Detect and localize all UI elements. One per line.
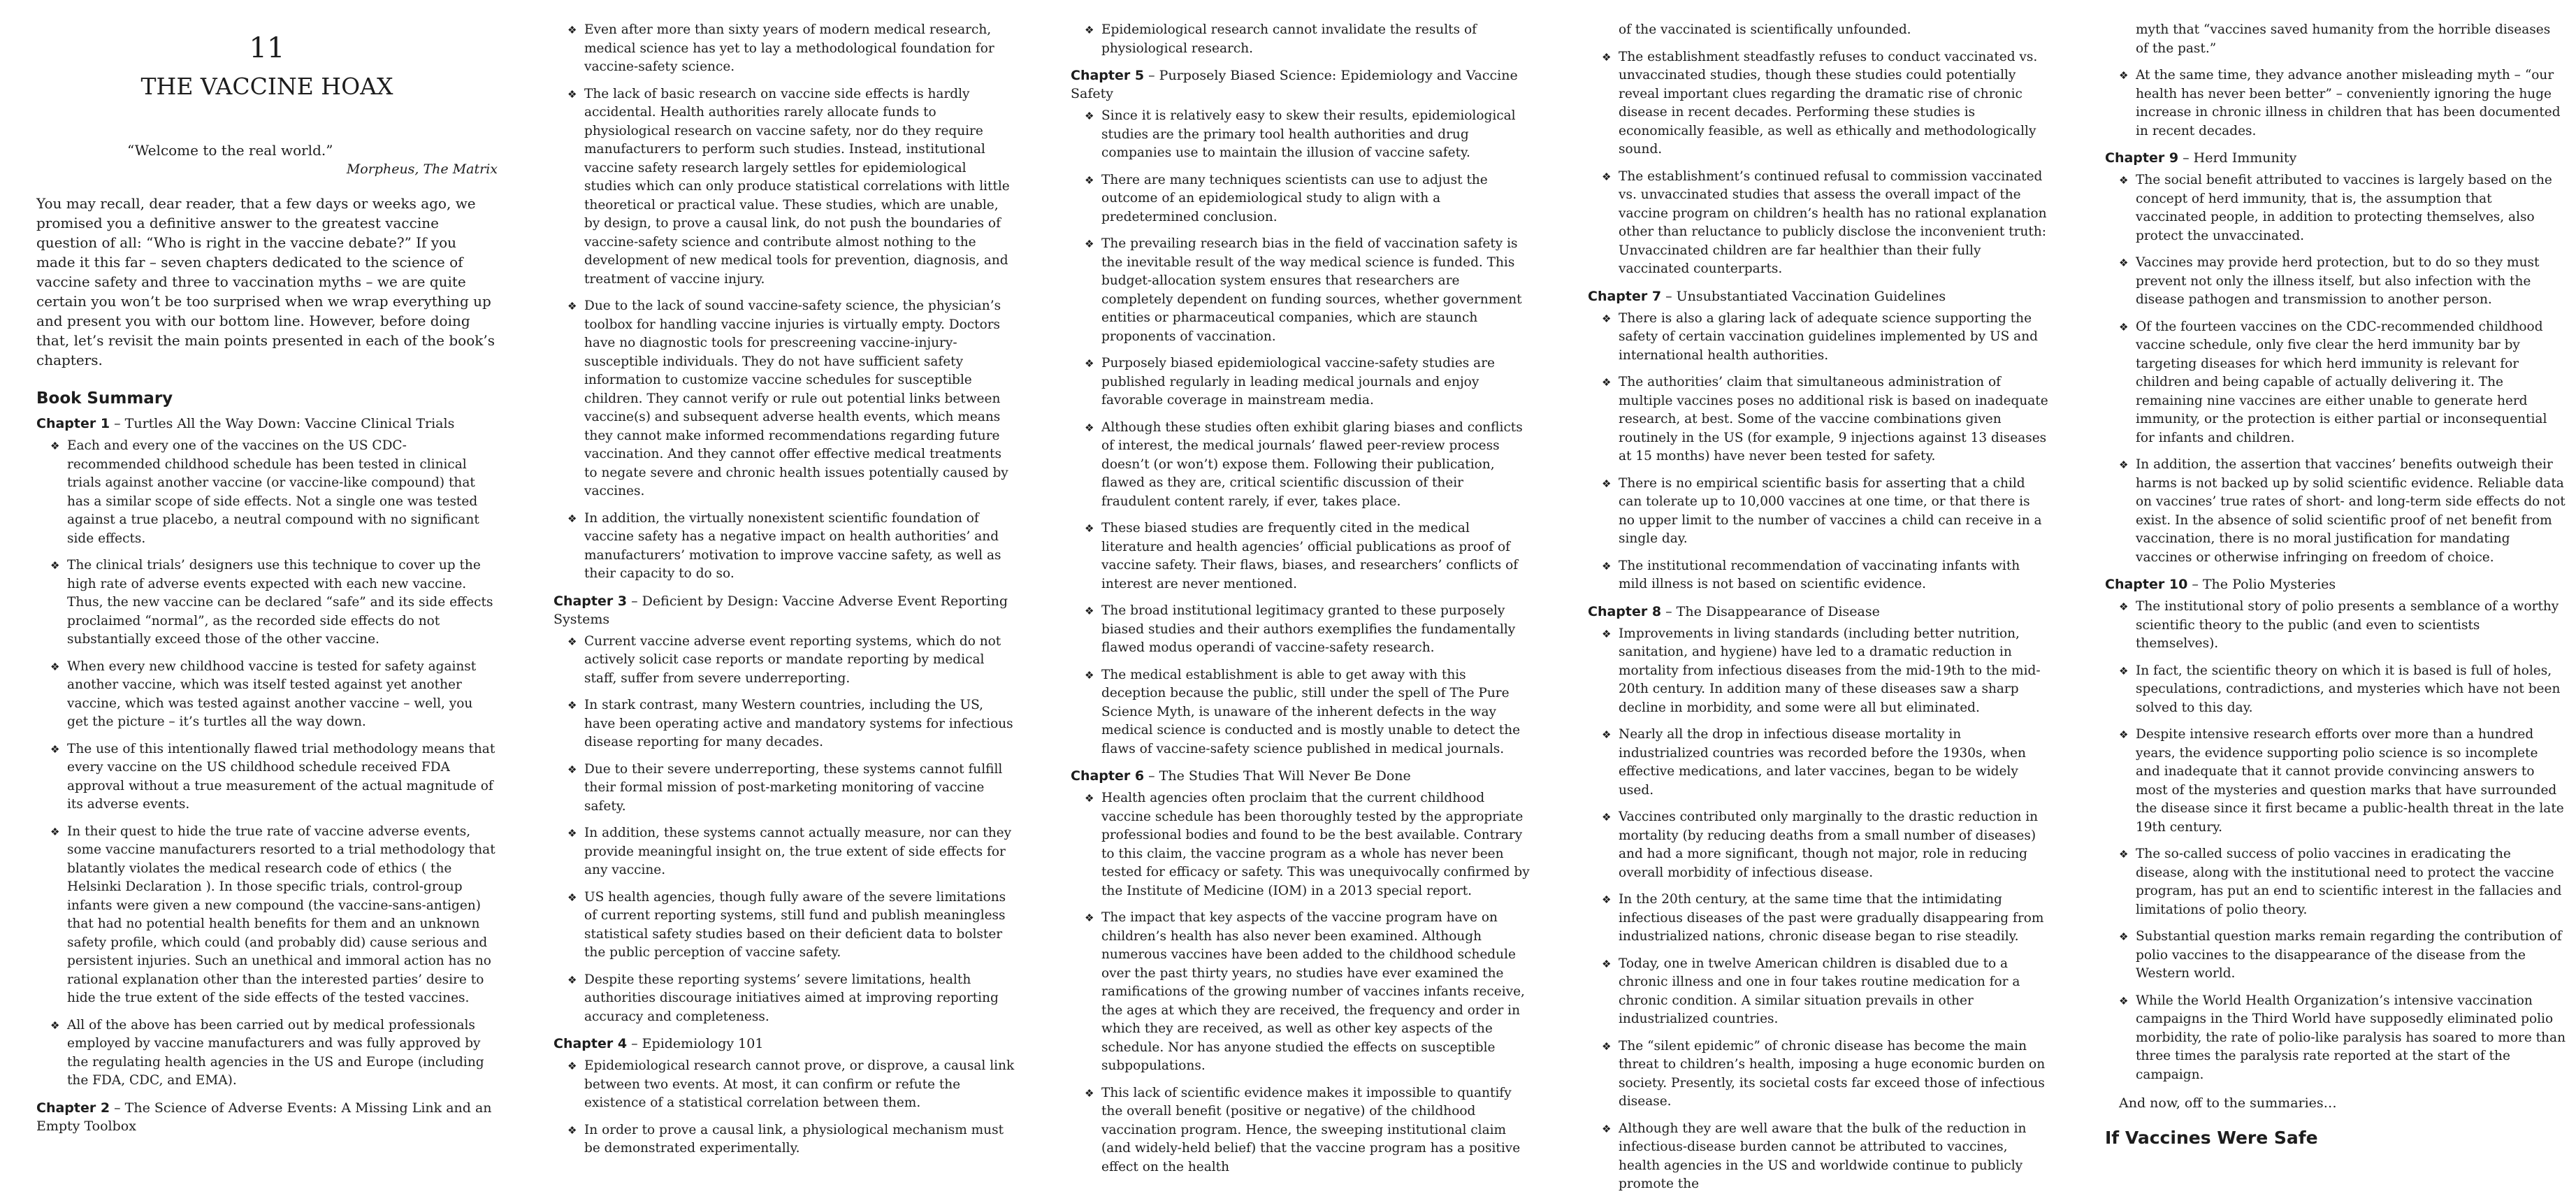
list-item: ❖ Today, one in twelve American children is disabled due to a chronic illness and one in four takes routine medication for a chronic condition. A similar situation prevails in other industrialized countries. (1602, 955, 2049, 1029)
list-item: ❖ The institutional recommendation of vaccinating infants with mild illness is not based on scientific evidence. (1602, 557, 2049, 594)
list-item: ❖ The social benefit attributed to vaccines is largely based on the concept of herd immunity, that is, the assumption that vaccinated people, in addition to protecting themselves, also protect the unvaccinated. (2119, 171, 2566, 245)
list-item: ❖ This lack of scientific evidence makes it impossible to quantify the overall benefit (positive or negative) of the childhood vaccination program. Hence, the sweeping institutional claim (and widely-held belief) that the vaccine program has a positive effect on the health (1085, 1084, 1532, 1177)
list-item: ❖ At the same time, they advance another misleading myth – “our health has never been better” – conveniently ignoring the huge increase in chronic illness in children that has been documented in recent decades. (2119, 66, 2566, 141)
list-item: ❖ The prevailing research bias in the field of vaccination safety is the inevitable result of the way medical science is funded. This budget-allocation system ensures that researchers are completely dependent on funding sources, whether government entities or pharmaceutical companies, which are staunch proponents of vaccination. (1085, 235, 1532, 346)
chapter-number: 11 (249, 32, 285, 64)
chapter-10-heading (2105, 575, 2566, 594)
chapter-heading-title: – The Science of Adverse Events: A Missing Link and an Empty Toolbox (36, 1100, 492, 1134)
list-item: ❖ Substantial question marks remain regarding the contribution of polio vaccines to the disappearance of the disease from the Western world. (2119, 928, 2566, 984)
chapter-7-heading (1588, 287, 2049, 305)
chapter-1-heading (36, 415, 498, 433)
column-3 (1071, 21, 1532, 1174)
chapter-label: Chapter 2 (36, 1100, 110, 1116)
list-item: ❖ In order to prove a causal link, a physiological mechanism must be demonstrated experimentally. (567, 1121, 1015, 1158)
chapter-label: Chapter 3 (553, 593, 628, 609)
chapter-label: Chapter 7 (1588, 288, 1662, 304)
list-item: ❖ In their quest to hide the true rate of vaccine adverse events, some vaccine manufacturers resorted to a trial methodology that blatantly violates the medical research code of ethics ( the Helsinki Declaration ). In those specific trials, control-group infants were given a new compound (the vaccine-sans-antigen) that had no potential health benefits for them and an unknown safety profile, which could (and probably did) cause serious and persistent injuries. Such an unethical and immoral action has no rational explanation other than the interested parties’ desire to hide the true extent of the side effects of the tested vaccines. (50, 823, 498, 1008)
list-item: ❖ Even after more than sixty years of modern medical research, medical science has yet to lay a methodological foundation for vaccine-safety science. (567, 21, 1015, 77)
list-item: ❖ In addition, the virtually nonexistent scientific foundation of vaccine safety has a negative impact on health authorities’ and manufacturers’ motivation to improve vaccine safety, as well as their capacity to do so. (567, 510, 1015, 584)
list-item: ❖ All of the above has been carried out by medical professionals employed by vaccine manufacturers and was fully approved by the regulating health agencies in the US and Europe (including the FDA, CDC, and EMA). (50, 1016, 498, 1091)
epigraph-quote: “Welcome to the real world.” (127, 142, 333, 159)
chapter-label: Chapter 5 (1071, 68, 1145, 83)
list-item: ❖ Purposely biased epidemiological vaccine-safety studies are published regularly in leading medical journals and enjoy favorable coverage in mainstream media. (1085, 354, 1532, 410)
chapter-heading-title: – Turtles All the Way Down: Vaccine Clinical Trials (114, 416, 455, 431)
list-item: ❖ The authorities’ claim that simultaneous administration of multiple vaccines poses no additional risk is based on inadequate research, at best. Some of the vaccine combinations given routinely in the US (for example, 9 injections against 13 diseases at 15 months) have never been tested for safety. (1602, 373, 2049, 466)
chapter-8-heading (1588, 603, 2049, 621)
list-item: ❖ Health agencies often proclaim that the current childhood vaccine schedule has been thoroughly tested by the appropriate professional bodies and found to be the best available. Contrary to this claim, the vaccine program as a whole has never been tested for efficacy or safety. This was unequivocally confirmed by the Institute of Medicine (IOM) in a 2013 special report. (1085, 789, 1532, 900)
chapter-heading-title: – The Polio Mysteries (2192, 577, 2336, 592)
chapter-4-bullets (553, 1057, 1015, 1158)
chapter-label: Chapter 8 (1588, 603, 1662, 619)
chapter-heading-title: – Purposely Biased Science: Epidemiology and Vaccine Safety (1071, 68, 1518, 101)
chapter-3-heading (553, 592, 1015, 628)
chapter-label: Chapter 4 (553, 1036, 628, 1051)
column-4 (1588, 21, 2049, 1191)
chapter-9-heading (2105, 149, 2566, 167)
list-item: ❖ Current vaccine adverse event reporting systems, which do not actively solicit case reports or mandate reporting by medical staff, suffer from severe underreporting. (567, 633, 1015, 689)
chapter-6-bullets-continued (1588, 48, 2049, 279)
chapter-label: Chapter 9 (2105, 150, 2179, 166)
chapter-heading-title: – The Studies That Will Never Be Done (1148, 768, 1411, 784)
list-item: ❖ The broad institutional legitimacy granted to these purposely biased studies and their authors exemplifies the fundamentally flawed modus operandi of vaccine-safety research. (1085, 602, 1532, 658)
continued-text: of the vaccinated is scientifically unfounded. (1619, 22, 1911, 37)
list-item: ❖ In fact, the scientific theory on which it is based is full of holes, speculations, contradictions, and mysteries which have not been solved to this day. (2119, 662, 2566, 718)
list-item: ❖ There is no empirical scientific basis for asserting that a child can tolerate up to 10,000 vaccines at one time, or that there is no upper limit to the number of vaccines a child can receive in a single day. (1602, 475, 2049, 549)
list-item: ❖ In addition, these systems cannot actually measure, nor can they provide meaningful insight on, the true extent of side effects for any vaccine. (567, 824, 1015, 880)
list-item: ❖ These biased studies are frequently cited in the medical literature and health agencies’ official publications as proof of vaccine safety. Their flaws, biases, and researchers’ conflicts of interest are never mentioned. (1085, 519, 1532, 594)
list-item: ❖ Of the fourteen vaccines on the CDC-recommended childhood vaccine schedule, only five clear the herd immunity bar by targeting diseases for which herd immunity is relevant for children and being capable of actually delivering it. The remaining nine vaccines are either unable to generate herd immunity, or the protection is either partial or inconsequential for infants and children. (2119, 318, 2566, 448)
list-item: ❖ The establishment’s continued refusal to commission vaccinated vs. unvaccinated studies that assess the overall impact of the vaccine program on children’s health has no rational explanation other than reluctance to publicly disclose the inconvenient truth: Unvaccinated children are far healthier than their fully vaccinated counterparts. (1602, 168, 2049, 279)
chapter-10-bullets (2105, 598, 2566, 1084)
closing-line: And now, off to the summaries… (2119, 1095, 2337, 1111)
column-1 (36, 21, 498, 1147)
list-item: ❖ Epidemiological research cannot prove, or disprove, a causal link between two events. At most, it can confirm or refute the existence of a statistical correlation between them. (567, 1057, 1015, 1113)
list-item: ❖ US health agencies, though fully aware of the severe limitations of current reporting systems, still fund and publish meaningless statistical safety studies based on their deficient data to bolster the public perception of vaccine safety. (567, 889, 1015, 963)
chapter-7-bullets (1588, 310, 2049, 594)
chapter-5-bullets (1071, 107, 1532, 758)
chapter-5-heading (1071, 66, 1532, 103)
chapter-heading-title: – Unsubstantiated Vaccination Guidelines (1665, 288, 1946, 304)
chapter-4-heading (553, 1035, 1015, 1053)
next-section-heading: If Vaccines Were Safe (2105, 1128, 2318, 1148)
chapter-4-bullets-continued (1071, 21, 1532, 58)
chapter-label: Chapter 6 (1071, 768, 1145, 784)
list-item: ❖ Despite intensive research efforts over more than a hundred years, the evidence supporting polio science is so incomplete and inadequate that it cannot provide convincing answers to most of the mysteries and question marks that have surrounded the disease since it first became a public-health threat in the late 19th century. (2119, 726, 2566, 837)
list-item: ❖ In the 20th century, at the same time that the intimidating infectious diseases of the past were gradually disappearing from industrialized nations, chronic disease began to rise steadily. (1602, 891, 2049, 947)
list-item: ❖ Although they are well aware that the bulk of the reduction in infectious-disease burden cannot be attributed to vaccines, health agencies in the US and worldwide continue to publicly promote the (1602, 1120, 2049, 1194)
column-2 (553, 21, 1015, 1156)
list-item: ❖ Each and every one of the vaccines on the US CDC-recommended childhood schedule has been tested in clinical trials against another vaccine (or vaccine-like compound) that has a similar scope of side effects. Not a single one was tested against a true placebo, a neutral compound with no significant side effects. (50, 437, 498, 548)
list-item: ❖ Although these studies often exhibit glaring biases and conflicts of interest, the medical journals’ flawed peer-review process doesn’t (or won’t) expose them. Following their publication, flawed as they are, critical scientific discussion of their fraudulent content rarely, if ever, takes place. (1085, 419, 1532, 512)
epigraph-source: Morpheus, The Matrix (346, 161, 498, 177)
chapter-label: Chapter 10 (2105, 577, 2188, 592)
list-item: ❖ There is also a glaring lack of adequate science supporting the safety of certain vaccination guidelines implemented by US and international health authorities. (1602, 310, 2049, 366)
list-item: ❖ The impact that key aspects of the vaccine program have on children’s health has also never been examined. Although numerous vaccines have been added to the childhood schedule over the past thirty years, no studies have ever examined the ramifications of the growing number of vaccines infants receive, the ages at which they are received, the frequency and order in which they are received, as well as other key aspects of the schedule. Nor has anyone studied the effects on susceptible subpopulations. (1085, 909, 1532, 1076)
chapter-heading-title: – Epidemiology 101 (631, 1036, 764, 1051)
chapter-9-bullets (2105, 171, 2566, 567)
chapter-2-bullets (553, 21, 1015, 584)
list-item: ❖ The establishment steadfastly refuses to conduct vaccinated vs. unvaccinated studies, though these studies could potentially reveal important clues regarding the dramatic rise of chronic disease in recent decades. Performing these studies is economically feasible, as well as ethically and methodologically sound. (1602, 48, 2049, 159)
chapter-heading-title: – The Disappearance of Disease (1665, 603, 1880, 619)
list-item: ❖ There are many techniques scientists can use to adjust the outcome of an epidemiological study to align with a predetermined conclusion. (1085, 171, 1532, 227)
list-item: ❖ Nearly all the drop in infectious disease mortality in industrialized countries was recorded before the 1930s, when effective medications, and later vaccines, began to be widely used. (1602, 726, 2049, 800)
list-item: ❖ Vaccines contributed only marginally to the drastic reduction in mortality (by reducing deaths from a small number of diseases) and had a more significant, though not major, role in reducing overall morbidity of infectious disease. (1602, 808, 2049, 882)
intro-paragraph: You may recall, dear reader, that a few days or weeks ago, we promised you a definitive answer to the greatest vaccine question of all: “Who is right in the vaccine debate?” If you made it this far – seven chapters dedicated to the science of vaccine safety and three to vaccination myths – we are quite certain you won’t be too surprised when we wrap everything up and present you with our bottom line. However, before doing that, let’s revisit the main points presented in each of the book’s chapters. (36, 195, 495, 368)
chapter-3-bullets (553, 633, 1015, 1027)
list-item: ❖ When every new childhood vaccine is tested for safety against another vaccine, which was itself tested against yet another vaccine, which was tested against another vaccine – well, you get the picture – it’s turtles all the way down. (50, 658, 498, 732)
chapter-label: Chapter 1 (36, 416, 110, 431)
list-item: ❖ The use of this intentionally flawed trial methodology means that every vaccine on the US childhood schedule received FDA approval without a true measurement of the actual magnitude of its adverse events. (50, 740, 498, 814)
column-5 (2105, 21, 2566, 1147)
list-item: ❖ The medical establishment is able to get away with this deception because the public, still under the spell of The Pure Science Myth, is unaware of the inherent defects in the way medical science is conducted and is mostly unable to detect the flaws of vaccine-safety science published in medical journals. (1085, 666, 1532, 759)
chapter-heading-title: – Herd Immunity (2183, 150, 2297, 166)
list-item: ❖ Improvements in living standards (including better nutrition, sanitation, and hygiene) have led to a dramatic reduction in mortality from infectious diseases from the mid-19th to the mid-20th century. In addition many of these diseases saw a sharp decline in morbidity, and some were all but eliminated. (1602, 625, 2049, 718)
chapter-2-heading (36, 1099, 498, 1135)
chapter-6-heading (1071, 767, 1532, 785)
chapter-1-bullets (36, 437, 498, 1091)
continued-text: myth that “vaccines saved humanity from the horrible diseases of the past.” (2136, 22, 2551, 56)
list-item: ❖ The “silent epidemic” of chronic disease has become the main threat to children’s health, imposing a huge economic burden on society. Presently, its societal costs far exceed those of infectious disease. (1602, 1037, 2049, 1112)
chapter-6-bullets (1071, 789, 1532, 1177)
list-item: ❖ In stark contrast, many Western countries, including the US, have been operating active and mandatory systems for infectious disease reporting for many decades. (567, 696, 1015, 752)
list-item: ❖ In addition, the assertion that vaccines’ benefits outweigh their harms is not backed up by solid scientific evidence. Reliable data on vaccines’ true rates of short- and long-term side effects do not exist. In the absence of solid scientific proof of net benefit from vaccination, there is no moral justification for mandating vaccines or otherwise infringing on freedom of choice. (2119, 456, 2566, 567)
list-item: ❖ Due to the lack of sound vaccine-safety science, the physician’s toolbox for handling vaccine injuries is virtually empty. Doctors have no diagnostic tools for prescreening vaccine-injury-susceptible individuals. They do not have sufficient safety information to customize vaccine schedules for susceptible children. They cannot verify or rule out potential links between vaccine(s) and subsequent adverse health events, which means they cannot make informed recommendations regarding future vaccination. And they cannot offer effective medical treatments to negate severe and chronic health issues potentially caused by vaccines. (567, 297, 1015, 501)
chapter-heading-title: – Deficient by Design: Vaccine Adverse Event Reporting Systems (553, 593, 1008, 627)
list-item: ❖ The clinical trials’ designers use this technique to cover up the high rate of adverse events expected with each new vaccine. Thus, the new vaccine can be declared “safe” and its side effects proclaimed “normal”, as the recorded side effects do not substantially exceed those of the other vaccine. (50, 556, 498, 649)
list-item: ❖ Due to their severe underreporting, these systems cannot fulfill their formal mission of post-marketing monitoring of vaccine safety. (567, 761, 1015, 817)
list-item: ❖ The institutional story of polio presents a semblance of a worthy scientific theory to the public (and even to scientists themselves). (2119, 598, 2566, 654)
chapter-8-bullets (1588, 625, 2049, 1194)
book-summary-heading: Book Summary (36, 389, 173, 408)
chapter-8-bullets-continued (2105, 66, 2566, 141)
list-item: ❖ Since it is relatively easy to skew their results, epidemiological studies are the primary tool health authorities and drug companies use to maintain the illusion of vaccine safety. (1085, 107, 1532, 163)
list-item: ❖ The so-called success of polio vaccines in eradicating the disease, along with the institutional need to protect the vaccine program, has put an end to scientific interest in the fallacies and limitations of polio theory. (2119, 845, 2566, 919)
list-item: ❖ While the World Health Organization’s intensive vaccination campaigns in the Third World have supposedly eliminated polio morbidity, the rate of polio-like paralysis has soared to more than three times the paralysis rate reported at the start of the campaign. (2119, 992, 2566, 1085)
chapter-title: THE VACCINE HOAX (140, 73, 393, 100)
list-item: ❖ The lack of basic research on vaccine side effects is hardly accidental. Health authorities rarely allocate funds to physiological research on vaccine safety, nor do they require manufacturers to perform such studies. Instead, institutional vaccine safety research largely settles for epidemiological studies which can only produce statistical correlations with little theoretical or practical value. These studies, which are unable, by design, to prove a causal link, do not push the boundaries of vaccine-safety science and contribute almost nothing to the development of new medical tools for prevention, diagnosis, and treatment of vaccine injury. (567, 85, 1015, 289)
list-item: ❖ Vaccines may provide herd protection, but to do so they must prevent not only the illness itself, but also infection with the disease pathogen and transmission to another person. (2119, 254, 2566, 310)
list-item: ❖ Despite these reporting systems’ severe limitations, health authorities discourage initiatives aimed at improving reporting accuracy and completeness. (567, 971, 1015, 1027)
list-item: ❖ Epidemiological research cannot invalidate the results of physiological research. (1085, 21, 1532, 58)
